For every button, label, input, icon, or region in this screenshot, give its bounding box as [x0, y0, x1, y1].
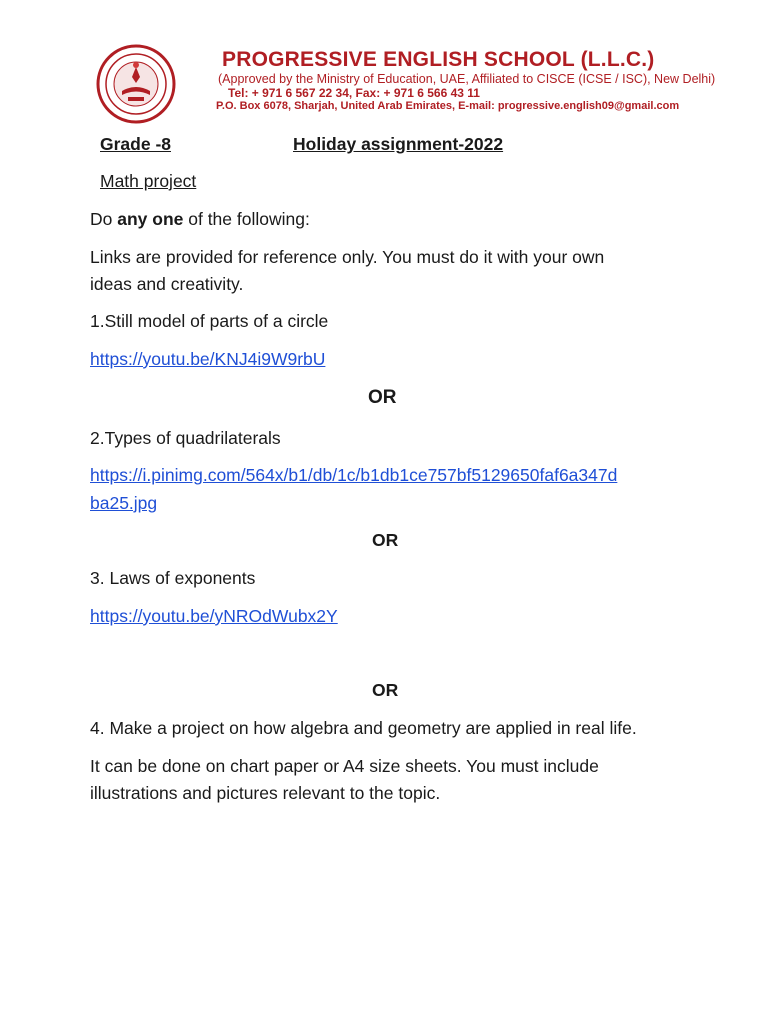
link-2-line-1[interactable]: https://i.pinimg.com/564x/b1/db/1c/b1db1ce757bf5129650faf6a347d	[90, 465, 618, 485]
letterhead	[0, 0, 768, 125]
instruction-emphasis: any one	[117, 209, 184, 229]
link-3[interactable]: https://youtu.be/yNROdWubx2Y	[90, 606, 338, 626]
or-separator-2: OR	[372, 530, 399, 550]
link-1[interactable]: https://youtu.be/KNJ4i9W9rbU	[90, 349, 326, 369]
or-separator-1: OR	[368, 387, 397, 408]
option-3: 3. Laws of exponents	[90, 568, 256, 588]
address-line: P.O. Box 6078, Sharjah, United Arab Emirates, E-mail: progressive.english09@gmail.com	[216, 100, 680, 112]
approval-line: (Approved by the Ministry of Education, UAE, Affiliated to CISCE (ICSE / ISC), New Delhi)	[218, 72, 716, 86]
links-note-line-2: ideas and creativity.	[90, 274, 244, 294]
or-separator-3: OR	[372, 680, 399, 700]
links-note-line-1: Links are provided for reference only. You must do it with your own	[90, 247, 605, 267]
school-logo	[92, 43, 180, 125]
instruction-pre: Do	[90, 209, 118, 229]
option-2: 2.Types of quadrilaterals	[90, 428, 281, 448]
chart-note-line-1: It can be done on chart paper or A4 size sheets. You must include	[90, 756, 599, 776]
assignment-title: Holiday assignment-2022	[293, 134, 504, 154]
instruction-post: of the following:	[183, 209, 310, 229]
link-2-line-2[interactable]: ba25.jpg	[90, 493, 158, 513]
instruction-line	[90, 208, 310, 230]
grade-label: Grade -8	[100, 134, 171, 154]
contact-line: Tel: + 971 6 567 22 34, Fax: + 971 6 566 43 11	[228, 86, 480, 100]
chart-note-line-2: illustrations and pictures relevant to the topic.	[90, 783, 441, 803]
subject-label: Math project	[100, 171, 197, 191]
option-1: 1.Still model of parts of a circle	[90, 311, 329, 331]
school-name: PROGRESSIVE ENGLISH SCHOOL (L.L.C.)	[222, 48, 655, 71]
option-4: 4. Make a project on how algebra and geometry are applied in real life.	[90, 718, 637, 738]
